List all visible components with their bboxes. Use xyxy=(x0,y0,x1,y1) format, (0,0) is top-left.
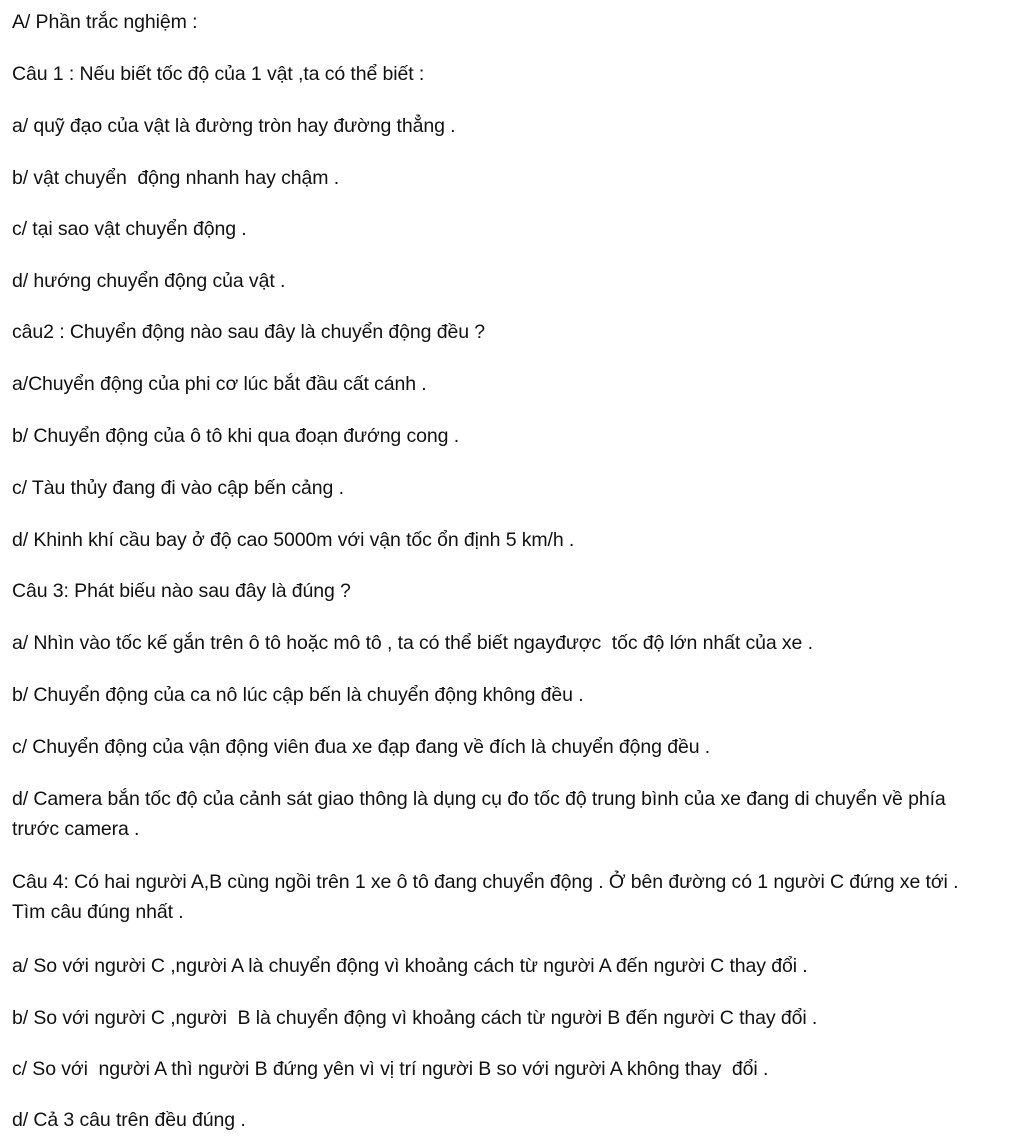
question-3-option-a: a/ Nhìn vào tốc kế gắn trên ô tô hoặc mô tô , ta có thể biết ngayđược tốc độ lớn nhất của xe . xyxy=(12,632,813,654)
question-2-option-c: c/ Tàu thủy đang đi vào cập bến cảng . xyxy=(12,477,344,499)
question-3-option-b: b/ Chuyển động của ca nô lúc cập bến là chuyển động không đều . xyxy=(12,684,584,706)
question-2-option-d: d/ Khinh khí cầu bay ở độ cao 5000m với vận tốc ổn định 5 km/h . xyxy=(12,529,575,551)
question-3-option-c: c/ Chuyển động của vận động viên đua xe đạp đang về đích là chuyển động đều . xyxy=(12,736,711,758)
question-4-option-c: c/ So với người A thì người B đứng yên vì vị trí người B so với người A không thay đổi . xyxy=(12,1058,769,1080)
question-4-prompt: Câu 4: Có hai người A,B cùng ngồi trên 1 xe ô tô đang chuyển động . Ở bên đường có 1 người C đứng xe tới . Tìm câu đúng nhất . xyxy=(12,871,959,923)
question-4-option-b: b/ So với người C ,người B là chuyển động vì khoảng cách từ người B đến người C thay đổi . xyxy=(12,1007,818,1029)
question-3-option-d: d/ Camera bắn tốc độ của cảnh sát giao thông là dụng cụ đo tốc độ trung bình của xe đang di chuyển về phía trước camera . xyxy=(12,788,946,840)
question-2-option-b: b/ Chuyển động của ô tô khi qua đoạn đướng cong . xyxy=(12,425,460,447)
question-4-option-a: a/ So với người C ,người A là chuyển động vì khoảng cách từ người A đến người C thay đổi . xyxy=(12,955,808,977)
question-1-option-d: d/ hướng chuyển động của vật . xyxy=(12,270,286,292)
question-1-option-c: c/ tại sao vật chuyển động . xyxy=(12,218,247,240)
question-1-option-b: b/ vật chuyển động nhanh hay chậm . xyxy=(12,167,340,189)
question-1-option-a: a/ quỹ đạo của vật là đường tròn hay đường thẳng . xyxy=(12,115,456,137)
question-4-option-d: d/ Cả 3 câu trên đều đúng . xyxy=(12,1109,246,1131)
question-3-prompt: Câu 3: Phát biếu nào sau đây là đúng ? xyxy=(12,580,351,602)
question-1-prompt: Câu 1 : Nếu biết tốc độ của 1 vật ,ta có thể biết : xyxy=(12,63,425,85)
question-2-option-a: a/Chuyển động của phi cơ lúc bắt đầu cất cánh . xyxy=(12,373,427,395)
section-title: A/ Phần trắc nghiệm : xyxy=(12,11,198,33)
question-2-prompt: câu2 : Chuyển động nào sau đây là chuyển động đều ? xyxy=(12,321,486,343)
